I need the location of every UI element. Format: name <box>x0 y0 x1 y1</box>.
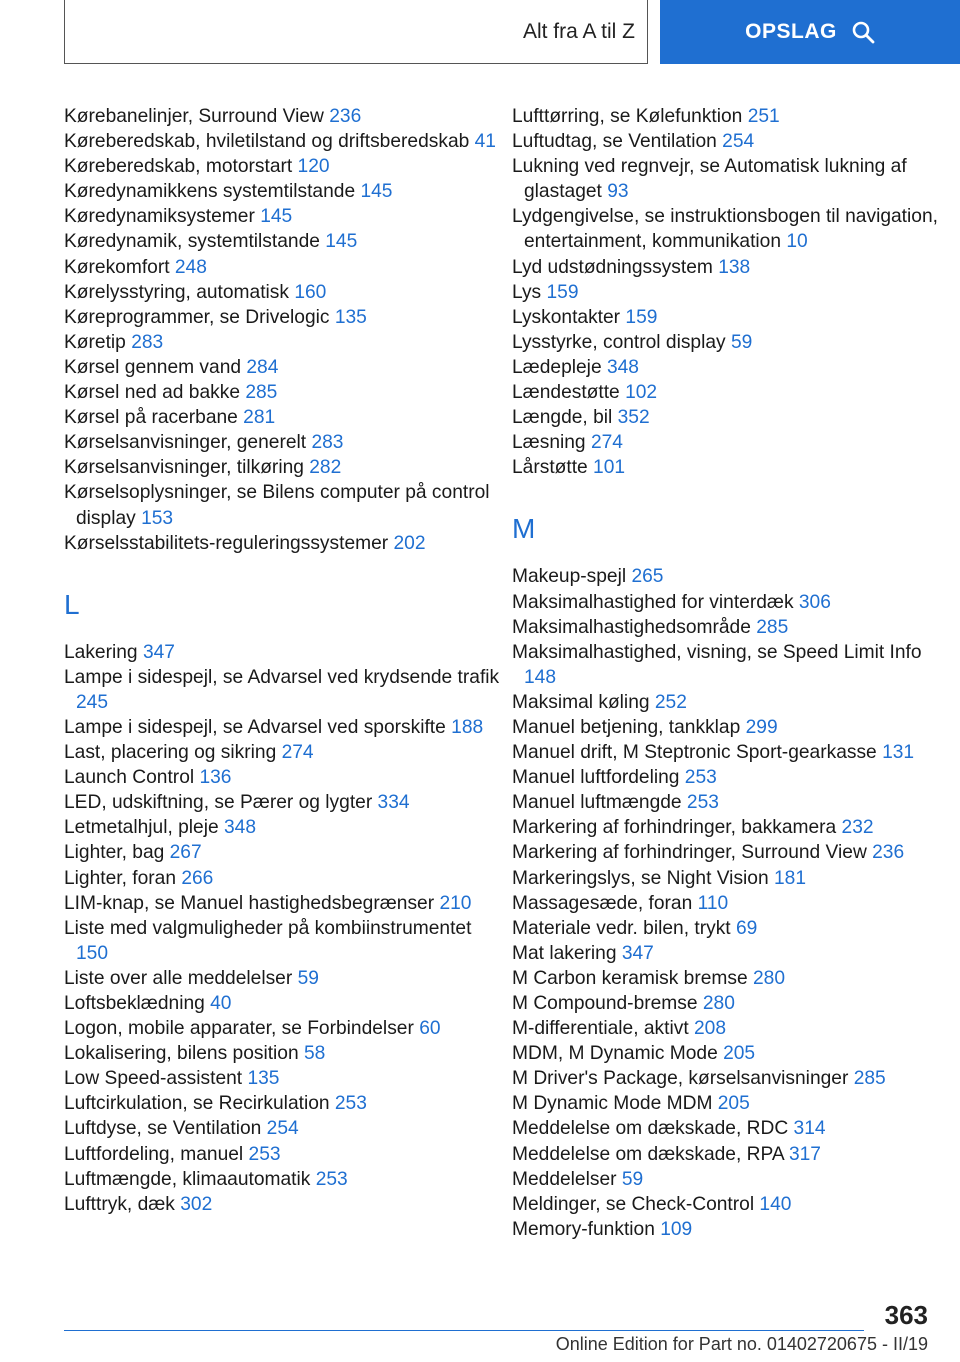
page-link[interactable]: 253 <box>684 767 717 789</box>
index-entry <box>64 815 504 840</box>
index-entry-text: Luftcirkulation, se Recirkulation <box>64 1093 335 1115</box>
index-entry-text: Læsning <box>512 432 591 454</box>
index-entry-text: MDM, M Dynamic Mode <box>512 1043 724 1065</box>
index-entry-text: Lighter, foran <box>64 867 182 889</box>
page-link[interactable]: 299 <box>745 716 778 738</box>
page-link[interactable]: 181 <box>773 867 806 889</box>
index-entry <box>512 815 952 840</box>
page-link[interactable]: 60 <box>419 1018 441 1040</box>
index-entry-text: Manuel luftmængde <box>512 792 687 814</box>
page-link[interactable]: 251 <box>747 106 780 127</box>
page-link[interactable]: 188 <box>451 716 484 738</box>
page-link[interactable]: 153 <box>141 507 174 529</box>
index-entry <box>512 405 952 430</box>
page-link[interactable]: 245 <box>76 691 109 713</box>
page-link[interactable]: 280 <box>752 967 785 989</box>
page-link[interactable]: 236 <box>872 842 905 864</box>
index-entry-text: Køredynamiksystemer <box>64 206 261 228</box>
page-link[interactable]: 314 <box>793 1118 826 1140</box>
index-entry-text: Luftdyse, se Ventilation <box>64 1118 267 1140</box>
index-entry <box>512 455 952 480</box>
page-link[interactable]: 93 <box>607 181 629 203</box>
index-column-left <box>64 104 504 1217</box>
index-entry <box>512 129 952 154</box>
page-link[interactable]: 138 <box>718 256 751 278</box>
index-entry-text: Meddelelse om dækskade, RDC <box>512 1118 794 1140</box>
index-entry <box>512 104 952 129</box>
index-entry <box>64 790 504 815</box>
page-link[interactable]: 109 <box>660 1218 693 1240</box>
index-entry-text: Lændestøtte <box>512 382 626 404</box>
index-entry <box>64 280 504 305</box>
page-link[interactable]: 285 <box>853 1068 886 1090</box>
index-entry <box>64 1167 504 1192</box>
page-link[interactable]: 40 <box>210 993 232 1014</box>
page-link[interactable]: 110 <box>697 892 729 914</box>
page-link[interactable]: 282 <box>309 457 342 479</box>
index-entry-text: Logon, mobile apparater, se Forbindelser <box>64 1018 420 1040</box>
index-entry-text: M Dynamic Mode MDM <box>512 1093 718 1115</box>
index-entry-text: Kørselsanvisninger, tilkøring <box>64 457 310 479</box>
page-link[interactable]: 253 <box>315 1168 348 1190</box>
index-entry <box>512 1091 952 1116</box>
index-entry <box>64 1041 504 1066</box>
tab-alphabetical-label: Alt fra A til Z <box>522 19 635 43</box>
page-link[interactable]: 59 <box>297 967 319 989</box>
index-entry-text: Luftmængde, klimaautomatik <box>64 1168 316 1190</box>
index-entry <box>64 740 504 765</box>
index-entry <box>512 840 952 865</box>
index-entry-text: M Driver's Package, kørselsanvisninger <box>512 1068 854 1090</box>
index-entry-text: Lampe i sidespejl, se Advarsel ved sporskifte <box>64 716 452 738</box>
index-entry <box>512 615 952 640</box>
page-link[interactable]: 265 <box>631 566 664 588</box>
index-entry <box>64 966 504 991</box>
page-link[interactable]: 253 <box>334 1093 367 1115</box>
index-entry <box>64 405 504 430</box>
page-link[interactable]: 58 <box>303 1043 326 1065</box>
page-link[interactable]: 145 <box>260 206 293 228</box>
index-entry-text: Kørekomfort <box>64 256 175 278</box>
entries-l <box>64 640 504 1217</box>
page-link[interactable]: 302 <box>180 1193 213 1215</box>
index-entry <box>64 991 504 1016</box>
index-entry <box>512 1142 952 1167</box>
tab-alphabetical[interactable] <box>64 0 648 64</box>
page-link[interactable]: 306 <box>798 591 831 613</box>
index-entry <box>512 305 952 330</box>
index-entry <box>512 430 952 455</box>
index-entry-text: Massagesæde, foran <box>512 892 698 914</box>
page-link[interactable]: 283 <box>131 331 164 353</box>
index-entry-text: Meldinger, se Check-Control <box>512 1193 760 1215</box>
index-entry <box>64 380 504 405</box>
index-entry-text: Køredynamik, systemtilstande <box>64 231 326 253</box>
page-link[interactable]: 252 <box>654 691 687 713</box>
index-entry <box>64 229 504 254</box>
index-entry <box>64 430 504 455</box>
index-entry <box>512 1066 952 1091</box>
index-entry <box>512 280 952 305</box>
page-link[interactable]: 348 <box>606 356 639 378</box>
index-entry-text: Kørselsstabilitets-reguleringssystemer <box>64 532 394 554</box>
index-entry <box>512 1217 952 1242</box>
index-entry <box>64 154 504 179</box>
index-entry-text: Markering af forhindringer, bakkamera <box>512 817 842 839</box>
page-link[interactable]: 120 <box>297 156 330 178</box>
page-link[interactable]: 274 <box>590 432 623 454</box>
index-entry-text: Memory-funktion <box>512 1218 661 1240</box>
index-entry <box>64 104 504 129</box>
page-link[interactable]: 317 <box>788 1143 821 1165</box>
tab-search-label: OPSLAG <box>745 20 837 43</box>
edition-footer: Online Edition for Part no. 01402720675 - II/19 <box>555 1334 928 1354</box>
index-entry-text: Kørsel ned ad bakke <box>64 382 246 404</box>
index-entry-text: Lokalisering, bilens position <box>64 1043 304 1065</box>
index-entry-text: Kørsel gennem vand <box>64 356 247 378</box>
entries-l-continued <box>512 104 952 480</box>
index-entry-text: LIM-knap, se Manuel hastighedsbegrænser <box>64 892 440 914</box>
index-entry <box>64 305 504 330</box>
index-entry <box>64 916 504 966</box>
index-entry <box>64 665 504 715</box>
index-entry <box>512 790 952 815</box>
entries-m <box>512 564 952 1242</box>
index-column-right <box>512 104 952 1242</box>
index-entry <box>512 380 952 405</box>
page-link[interactable]: 232 <box>841 817 874 839</box>
index-entry <box>64 355 504 380</box>
index-entry-text: Køretip <box>64 331 132 353</box>
index-entry-text: M-differentiale, aktivt <box>512 1018 694 1040</box>
index-entry <box>512 1016 952 1041</box>
index-entry-text: Kørselsoplysninger, se Bilens computer på control display <box>64 482 490 529</box>
index-entry <box>512 715 952 740</box>
index-entry <box>512 765 952 790</box>
index-entry <box>64 1116 504 1141</box>
index-entry-text: Lukning ved regnvejr, se Automatisk lukning af glastaget <box>512 156 907 203</box>
index-entry-text: Makeup-spejl <box>512 566 632 588</box>
index-entry-text: Køreberedskab, motorstart <box>64 156 298 178</box>
section-letter-m: M <box>512 513 536 545</box>
index-entry <box>512 640 952 690</box>
page-link[interactable]: 101 <box>593 457 626 479</box>
page-link[interactable]: 145 <box>360 181 393 203</box>
page-link[interactable]: 267 <box>169 842 202 864</box>
index-entry-text: Manuel drift, M Steptronic Sport-gearkasse <box>512 742 883 764</box>
index-entry <box>64 715 504 740</box>
index-entry <box>512 355 952 380</box>
page-link[interactable]: 59 <box>621 1168 644 1190</box>
index-entry-text: Kørelysstyring, automatisk <box>64 281 295 303</box>
index-entry-text: M Carbon keramisk bremse <box>512 967 753 989</box>
entries-k <box>64 104 504 556</box>
page-link[interactable]: 205 <box>723 1043 756 1065</box>
index-entry-text: Lakering <box>64 641 143 663</box>
index-entry-text: Luftfordeling, manuel <box>64 1143 249 1165</box>
index-entry <box>64 765 504 790</box>
search-icon <box>851 20 875 44</box>
index-entry-text: Last, placering og sikring <box>64 742 282 764</box>
page-link[interactable]: 136 <box>199 767 232 789</box>
index-entry-text: LED, udskiftning, se Pærer og lygter <box>64 792 378 814</box>
index-entry-text: Liste over alle meddelelser <box>64 967 298 989</box>
page-link[interactable]: 253 <box>248 1143 281 1165</box>
index-entry-text: Kørebanelinjer, Surround View <box>64 106 330 127</box>
tab-search[interactable] <box>660 0 960 64</box>
page-link[interactable]: 284 <box>246 356 279 378</box>
page-link[interactable]: 208 <box>694 1018 727 1040</box>
index-entry-text: Manuel betjening, tankklap <box>512 716 746 738</box>
index-entry-text: Lårstøtte <box>512 457 594 479</box>
page-link[interactable]: 280 <box>702 993 735 1014</box>
index-entry-text: Meddelelse om dækskade, RPA <box>512 1143 789 1165</box>
index-entry-text: Liste med valgmuligheder på kombiinstrumentet <box>64 917 472 939</box>
page-link[interactable]: 347 <box>621 942 654 964</box>
index-entry-text: Low Speed-assistent <box>64 1068 248 1090</box>
index-entry <box>64 255 504 280</box>
index-entry-text: M Compound-bremse <box>512 993 703 1014</box>
page-link[interactable]: 348 <box>224 817 257 839</box>
page-link[interactable]: 236 <box>329 106 362 127</box>
page-link[interactable]: 135 <box>247 1068 280 1090</box>
index-entry <box>64 866 504 891</box>
index-entry <box>512 966 952 991</box>
footer-divider <box>64 1330 864 1331</box>
index-entry <box>64 1192 504 1217</box>
index-entry-text: Manuel luftfordeling <box>512 767 685 789</box>
index-entry-text: Køreberedskab, hviletilstand og driftsberedskab <box>64 131 475 153</box>
index-entry <box>64 204 504 229</box>
index-entry <box>512 866 952 891</box>
index-entry <box>512 330 952 355</box>
index-entry <box>512 916 952 941</box>
page-link[interactable]: 69 <box>735 917 758 939</box>
index-entry-text: Lampe i sidespejl, se Advarsel ved krydsende trafik <box>64 666 500 688</box>
index-entry-text: Meddelelser <box>512 1168 622 1190</box>
page-link[interactable]: 59 <box>730 331 753 353</box>
index-entry <box>512 154 952 204</box>
index-entry <box>64 129 504 154</box>
index-entry <box>64 531 504 556</box>
page-link[interactable]: 266 <box>181 867 214 889</box>
index-entry <box>512 1167 952 1192</box>
index-entry-text: Lydgengivelse, se instruktionsbogen til navigation, entertainment, kommunikation <box>512 206 938 253</box>
index-entry-text: Kørselsanvisninger, generelt <box>64 432 312 454</box>
page-link[interactable]: 202 <box>393 532 426 554</box>
page-link[interactable]: 248 <box>174 256 207 278</box>
index-entry-text: Køreprogrammer, se Drivelogic <box>64 306 335 328</box>
index-entry-text: Lysstyrke, control display <box>512 331 731 353</box>
section-letter-l: L <box>64 588 80 620</box>
index-entry-text: Lædepleje <box>512 356 607 378</box>
index-entry <box>64 1066 504 1091</box>
index-entry <box>512 204 952 254</box>
index-entry <box>512 991 952 1016</box>
page-link[interactable]: 135 <box>334 306 367 328</box>
index-entry <box>512 1116 952 1141</box>
index-entry <box>64 480 504 530</box>
page-link[interactable]: 352 <box>617 407 650 429</box>
index-entry-text: Lyskontakter <box>512 306 626 328</box>
page-link[interactable]: 41 <box>474 131 496 153</box>
index-entry <box>512 590 952 615</box>
page-link[interactable]: 159 <box>546 281 579 303</box>
index-entry-text: Letmetalhjul, pleje <box>64 817 224 839</box>
page-link[interactable]: 205 <box>717 1093 750 1115</box>
index-entry-text: Lyd udstødningssystem <box>512 256 719 278</box>
index-entry-text: Markeringslys, se Night Vision <box>512 867 774 889</box>
index-entry <box>512 1192 952 1217</box>
page-link[interactable]: 347 <box>142 641 175 663</box>
index-entry-text: Luftudtag, se Ventilation <box>512 131 723 153</box>
page-link[interactable]: 145 <box>325 231 358 253</box>
page-link[interactable]: 254 <box>722 131 755 153</box>
page-link[interactable]: 150 <box>76 942 109 964</box>
index-entry <box>64 891 504 916</box>
page-link[interactable]: 253 <box>686 792 719 814</box>
page-link[interactable]: 160 <box>294 281 327 303</box>
page-link[interactable]: 102 <box>625 382 658 404</box>
index-entry-text: Kørsel på racerbane <box>64 407 244 429</box>
page-link[interactable]: 210 <box>439 892 472 914</box>
page-link[interactable]: 159 <box>625 306 658 328</box>
index-entry <box>512 564 952 589</box>
page-link[interactable]: 274 <box>281 742 314 764</box>
index-entry <box>512 690 952 715</box>
index-entry <box>64 1091 504 1116</box>
page-link[interactable]: 131 <box>882 742 915 764</box>
index-entry-text: Lys <box>512 281 547 303</box>
page-link[interactable]: 254 <box>266 1118 299 1140</box>
index-entry-text: Lufttørring, se Kølefunktion <box>512 106 748 127</box>
page-link[interactable]: 334 <box>377 792 410 814</box>
page-number: 363 <box>884 1300 928 1330</box>
index-entry <box>64 840 504 865</box>
index-entry-text: Materiale vedr. bilen, trykt <box>512 917 736 939</box>
index-entry <box>64 330 504 355</box>
index-entry <box>512 891 952 916</box>
index-entry <box>512 1041 952 1066</box>
index-entry-text: Launch Control <box>64 767 200 789</box>
index-entry-text: Loftsbeklædning <box>64 993 211 1014</box>
index-entry-text: Maksimalhastighed for vinterdæk <box>512 591 799 613</box>
index-entry-text: Maksimal køling <box>512 691 655 713</box>
page-link[interactable]: 140 <box>759 1193 792 1215</box>
index-entry <box>64 640 504 665</box>
page-link[interactable]: 283 <box>311 432 344 454</box>
index-entry-text: Maksimalhastighedsområde <box>512 616 757 638</box>
index-entry <box>512 740 952 765</box>
index-entry <box>512 255 952 280</box>
index-entry <box>64 179 504 204</box>
index-entry-text: Mat lakering <box>512 942 622 964</box>
index-entry-text: Køredynamikkens systemtilstande <box>64 181 361 203</box>
page-link[interactable]: 10 <box>786 231 808 253</box>
index-entry-text: Længde, bil <box>512 407 618 429</box>
index-entry <box>64 1142 504 1167</box>
index-entry-text: Maksimalhastighed, visning, se Speed Limit Info <box>512 641 922 663</box>
index-entry <box>512 941 952 966</box>
index-entry-text: Lighter, bag <box>64 842 170 864</box>
index-entry-text: Lufttryk, dæk <box>64 1193 181 1215</box>
page-link[interactable]: 148 <box>524 666 557 688</box>
page-link[interactable]: 285 <box>756 616 789 638</box>
page-link[interactable]: 285 <box>245 382 278 404</box>
index-entry <box>64 455 504 480</box>
index-entry-text: Markering af forhindringer, Surround View <box>512 842 873 864</box>
index-entry <box>64 1016 504 1041</box>
page-link[interactable]: 281 <box>243 407 276 429</box>
